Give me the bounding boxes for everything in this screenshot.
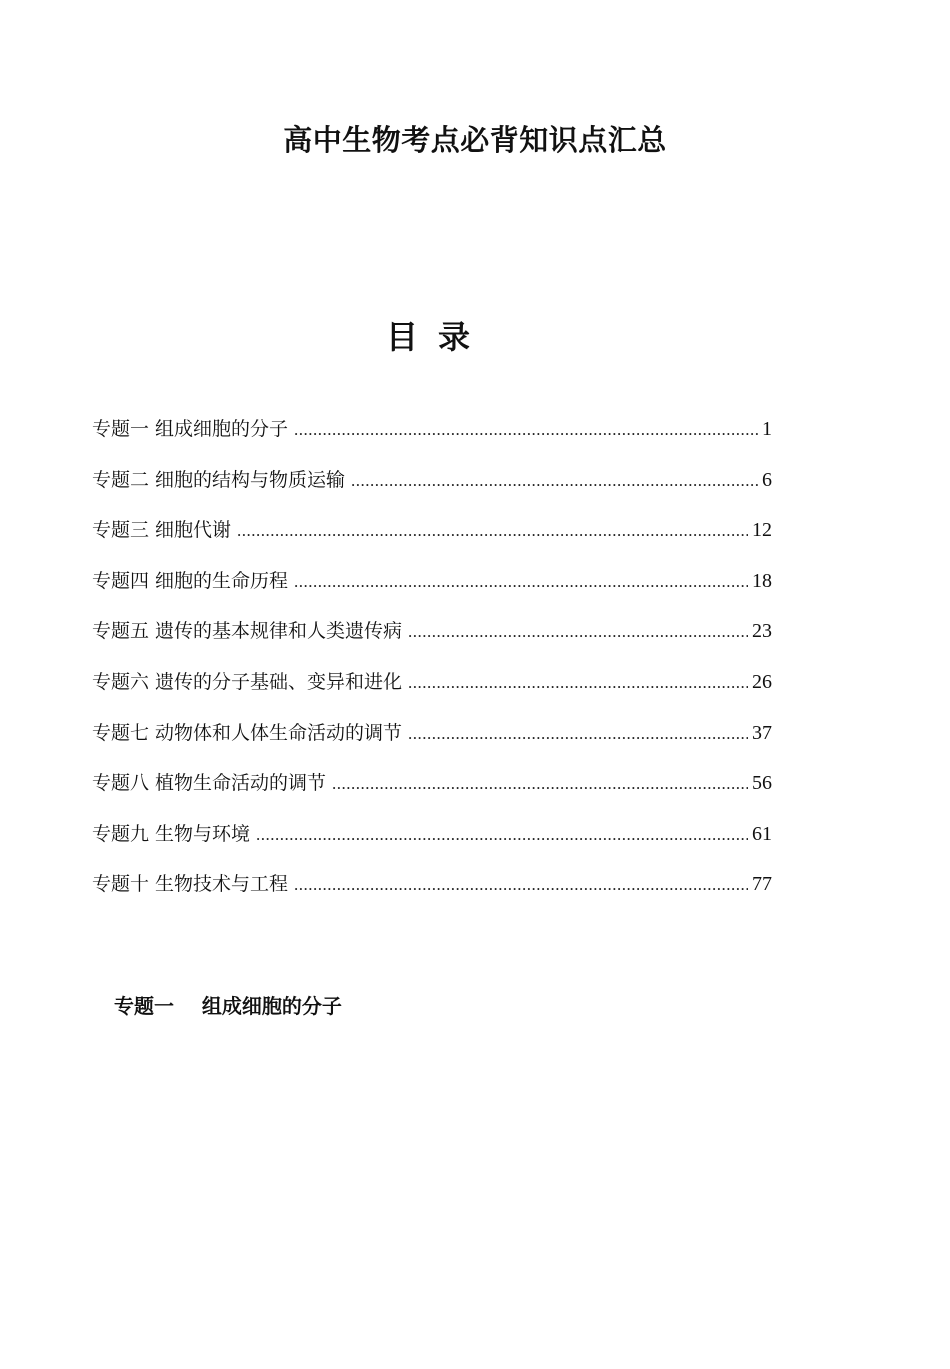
- toc-entry-8[interactable]: [92, 768, 772, 819]
- toc-entry-page: 12: [752, 519, 772, 542]
- toc-entry-9[interactable]: [92, 819, 772, 870]
- toc-entry-page: 37: [752, 721, 772, 744]
- toc-entry-7[interactable]: [92, 718, 772, 769]
- toc-entry-label: 专题七 动物体和人体生命活动的调节: [92, 721, 403, 744]
- toc-entry-page: 18: [752, 569, 772, 592]
- toc-entry-label: 专题八 植物生命活动的调节: [92, 772, 327, 795]
- toc-entry-label: 专题四 细胞的生命历程: [92, 569, 289, 592]
- toc-entry-label: 专题一 组成细胞的分子: [92, 418, 289, 440]
- toc-dot-leader: [408, 724, 748, 744]
- toc-entry-label: 专题三 细胞代谢: [92, 519, 232, 542]
- toc-dot-leader: [351, 471, 758, 491]
- toc-dot-leader: [294, 875, 748, 895]
- toc-dot-leader: [294, 420, 758, 440]
- document-title: 高中生物考点必背知识点汇总: [283, 123, 667, 157]
- toc-entry-page: 23: [752, 620, 772, 643]
- toc-entry-4[interactable]: [92, 566, 772, 617]
- toc-dot-leader: [408, 673, 748, 693]
- toc-dot-leader: [294, 572, 748, 592]
- toc-entry-3[interactable]: [92, 515, 772, 566]
- toc-dot-leader: [332, 774, 748, 794]
- toc-entry-2[interactable]: [92, 465, 772, 516]
- toc-entry-page: 6: [762, 468, 772, 491]
- toc-entry-10[interactable]: [92, 869, 772, 920]
- toc-entry-page: 1: [762, 418, 772, 440]
- toc-entry-page: 61: [752, 822, 772, 845]
- toc-entry-page: 77: [752, 873, 772, 896]
- toc-entry-page: 26: [752, 670, 772, 693]
- toc-entry-label: 专题九 生物与环境: [92, 822, 251, 845]
- toc-entry-6[interactable]: [92, 667, 772, 718]
- toc-entry-1[interactable]: [92, 414, 772, 465]
- toc-entry-page: 56: [752, 772, 772, 795]
- toc-dot-leader: [408, 622, 748, 642]
- toc-entry-label: 专题十 生物技术与工程: [92, 873, 289, 896]
- section-heading: 专题一 组成细胞的分子: [114, 994, 342, 1018]
- toc-dot-leader: [256, 825, 748, 845]
- toc-entry-label: 专题六 遗传的分子基础、变异和进化: [92, 670, 403, 693]
- toc-entry-label: 专题二 细胞的结构与物质运输: [92, 468, 346, 491]
- toc-dot-leader: [237, 521, 748, 541]
- table-of-contents: [92, 414, 772, 920]
- toc-heading: 目录: [385, 318, 490, 356]
- toc-entry-5[interactable]: [92, 616, 772, 667]
- toc-entry-label: 专题五 遗传的基本规律和人类遗传病: [92, 620, 403, 643]
